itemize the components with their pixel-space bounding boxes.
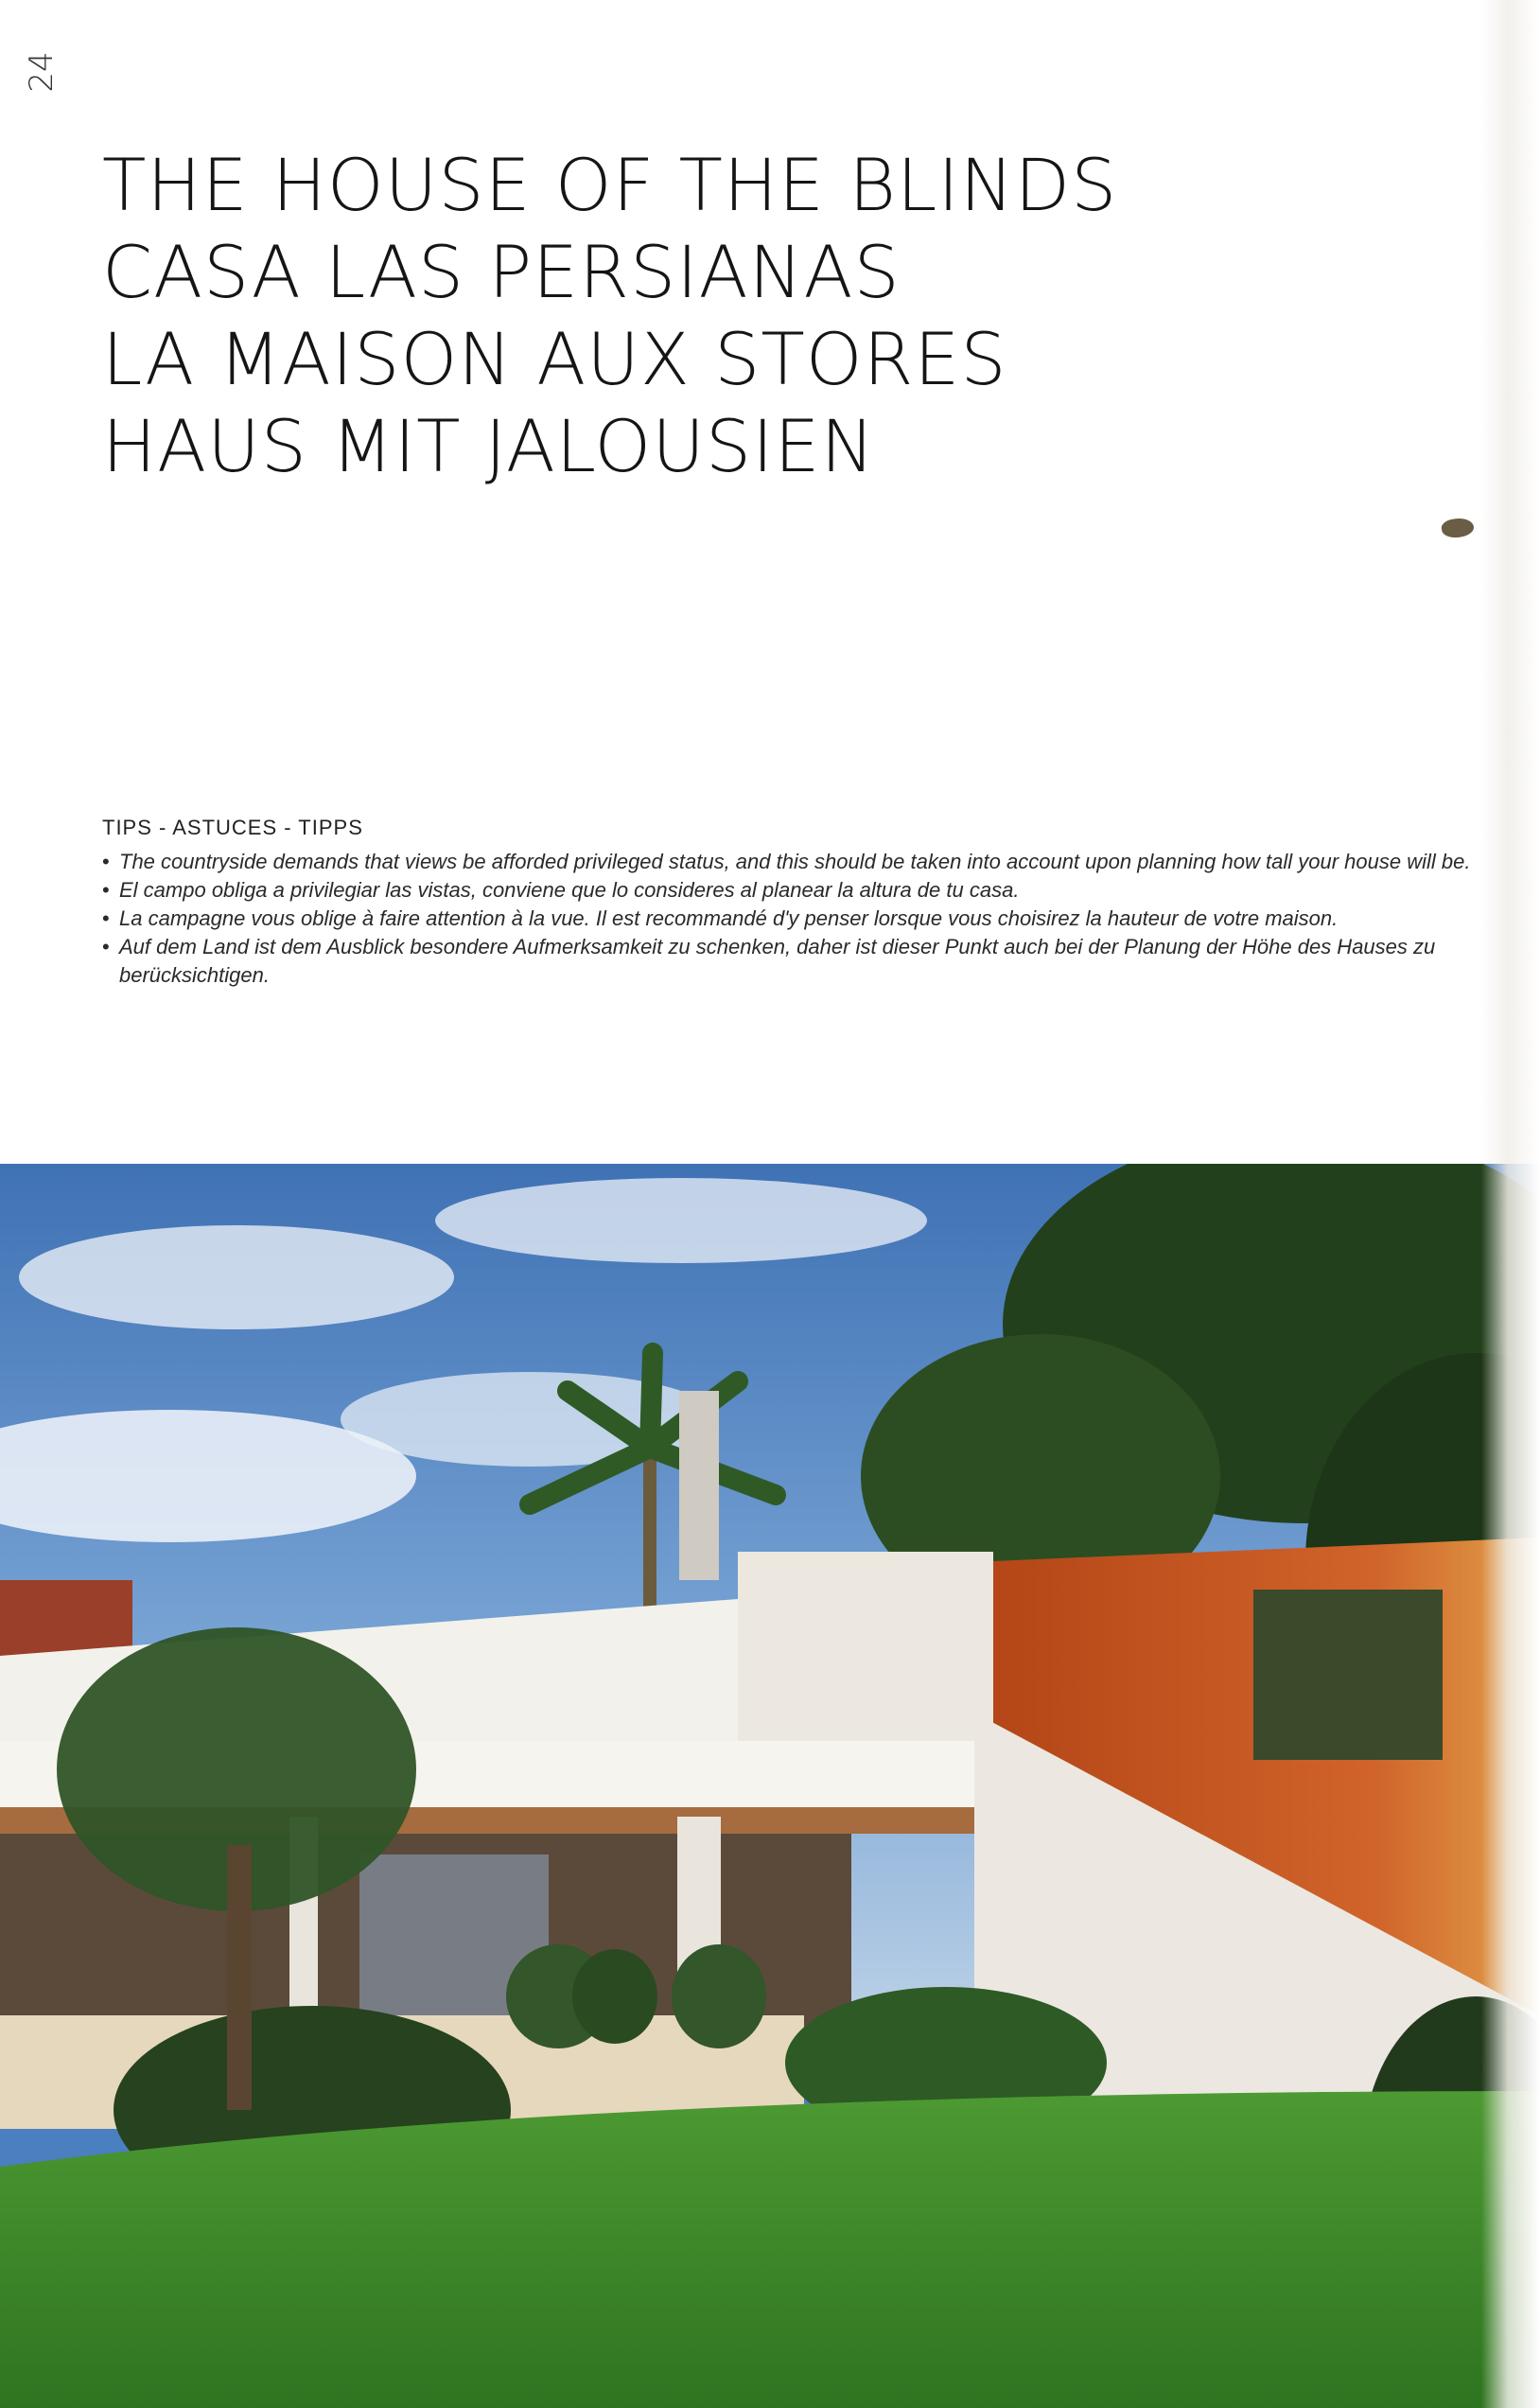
- house-exterior-photo: [0, 1164, 1540, 2408]
- tip-text: El campo obliga a privilegiar las vistas, conviene que lo consideres al planear la altura de tu casa.: [119, 878, 1020, 902]
- tips-list: [102, 848, 1540, 990]
- tip-text: • The countryside demands that views be afforded privileged status, and this should be taken into account upon planning how tall your house will be.: [119, 850, 1471, 873]
- cloud: [435, 1178, 927, 1263]
- page-number: 24: [23, 51, 61, 93]
- tip-text: La campagne vous oblige à faire attention à la vue. Il est recommandé d'y penser lorsque vous choisirez la hauteur de votre maison.: [119, 906, 1339, 930]
- print-speck: [1441, 517, 1475, 540]
- tip-english: [102, 848, 1540, 876]
- tip-german: [102, 933, 1540, 990]
- planter-plant: [572, 1949, 657, 2044]
- title-english: THE HOUSE OF THE BLINDS: [102, 143, 1118, 227]
- title-spanish: CASA LAS PERSIANAS: [102, 230, 901, 314]
- title-block: [102, 142, 1117, 490]
- title-french: LA MAISON AUX STORES: [102, 317, 1007, 401]
- cloud: [19, 1225, 454, 1329]
- tip-french: [102, 905, 1540, 933]
- planter-plant: [672, 1944, 766, 2048]
- tip-spanish: [102, 876, 1540, 905]
- wall-opening: [1253, 1590, 1443, 1760]
- book-gutter-shadow: [1481, 0, 1540, 2408]
- tip-text: • Auf dem Land ist dem Ausblick besondere Aufmerksamkeit zu schenken, daher ist dieser Punkt auch bei der Planung der Höhe des Hauses zu berücksichtigen.: [119, 935, 1436, 987]
- chimney: [679, 1391, 719, 1580]
- small-tree-trunk: [227, 1845, 252, 2110]
- tips-section: [102, 816, 1540, 990]
- tips-heading: TIPS - ASTUCES - TIPPS: [102, 816, 363, 839]
- title-german: HAUS MIT JALOUSIEN: [102, 404, 876, 488]
